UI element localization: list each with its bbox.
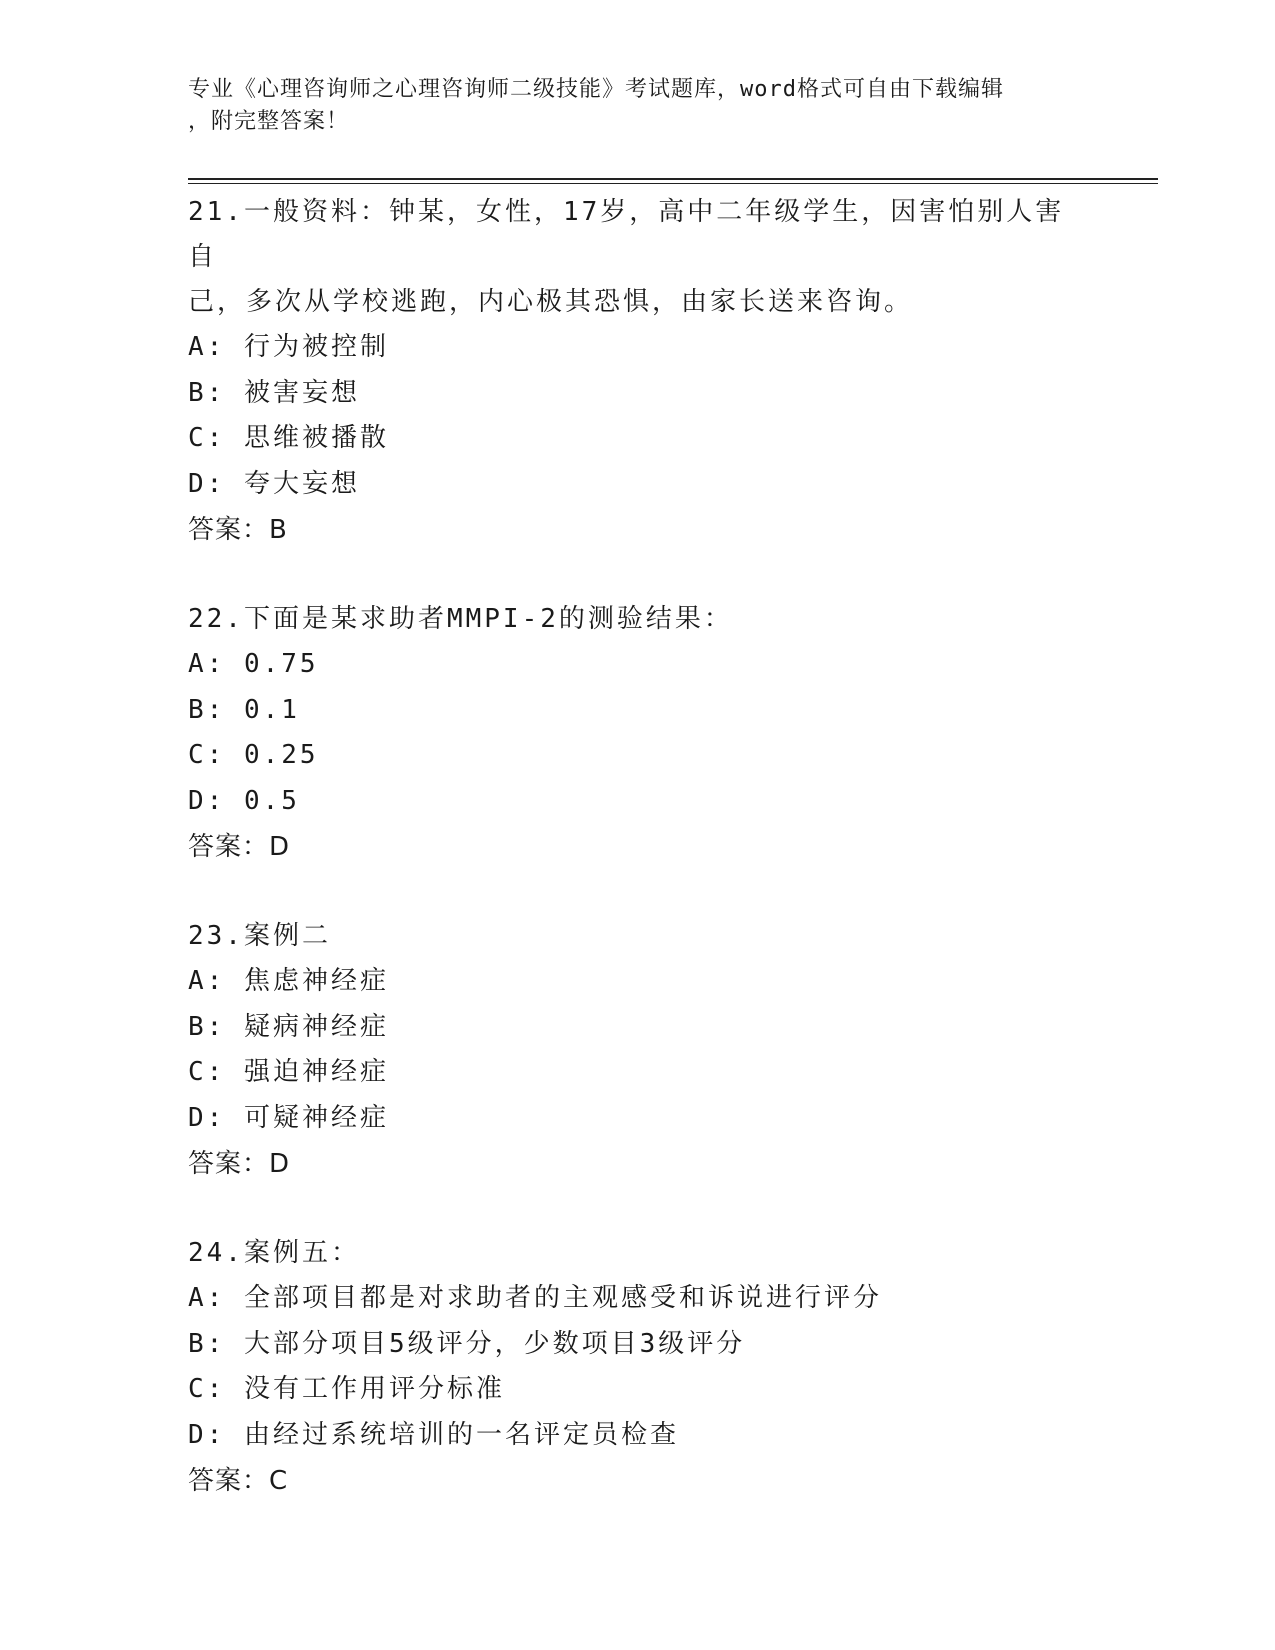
option-c: C: 强迫神经症 [188, 1057, 389, 1087]
question-21 [188, 190, 1088, 553]
header-divider-thick [188, 178, 1158, 180]
option-a: A: 焦虑神经症 [188, 966, 389, 996]
answer-line: 答案：B [188, 515, 288, 545]
question-stem: 22.下面是某求助者MMPI-2的测验结果： [188, 604, 733, 634]
question-stem-continued: 己，多次从学校逃跑，内心极其恐惧，由家长送来咨询。 [188, 287, 914, 317]
question-23 [188, 914, 1088, 1187]
header-line-1: 专业《心理咨询师之心理咨询师二级技能》考试题库，word格式可自由下载编辑 [188, 77, 1004, 102]
option-b: B: 0.1 [188, 694, 300, 725]
option-c: C: 没有工作用评分标准 [188, 1374, 505, 1404]
option-a: A: 全部项目都是对求助者的主观感受和诉说进行评分 [188, 1283, 882, 1313]
question-22 [188, 597, 1088, 870]
question-stem: 21.一般资料：钟某，女性，17岁，高中二年级学生，因害怕别人害自 [188, 197, 1065, 272]
question-spacer [188, 553, 1088, 597]
header-divider-thin [188, 183, 1158, 184]
answer-line: 答案：D [188, 832, 291, 862]
question-list [188, 190, 1088, 1504]
option-d: D: 0.5 [188, 785, 300, 816]
question-24 [188, 1231, 1088, 1504]
option-c: C: 0.25 [188, 740, 319, 770]
question-spacer [188, 870, 1088, 914]
question-stem: 23.案例二 [188, 921, 331, 951]
document-header [188, 74, 1088, 138]
option-b: B: 被害妄想 [188, 377, 360, 408]
question-spacer [188, 1187, 1088, 1231]
answer-line: 答案：D [188, 1149, 291, 1179]
option-a: A: 行为被控制 [188, 332, 389, 362]
option-d: D: 夸大妄想 [188, 468, 360, 499]
option-b: B: 大部分项目5级评分，少数项目3级评分 [188, 1328, 746, 1359]
option-a: A: 0.75 [188, 649, 319, 679]
option-d: D: 由经过系统培训的一名评定员检查 [188, 1419, 679, 1450]
option-b: B: 疑病神经症 [188, 1011, 389, 1042]
option-d: D: 可疑神经症 [188, 1102, 389, 1133]
option-c: C: 思维被播散 [188, 423, 389, 453]
question-stem: 24.案例五： [188, 1238, 360, 1268]
header-line-2: ，附完整答案！ [188, 109, 350, 134]
answer-line: 答案：C [188, 1466, 289, 1496]
